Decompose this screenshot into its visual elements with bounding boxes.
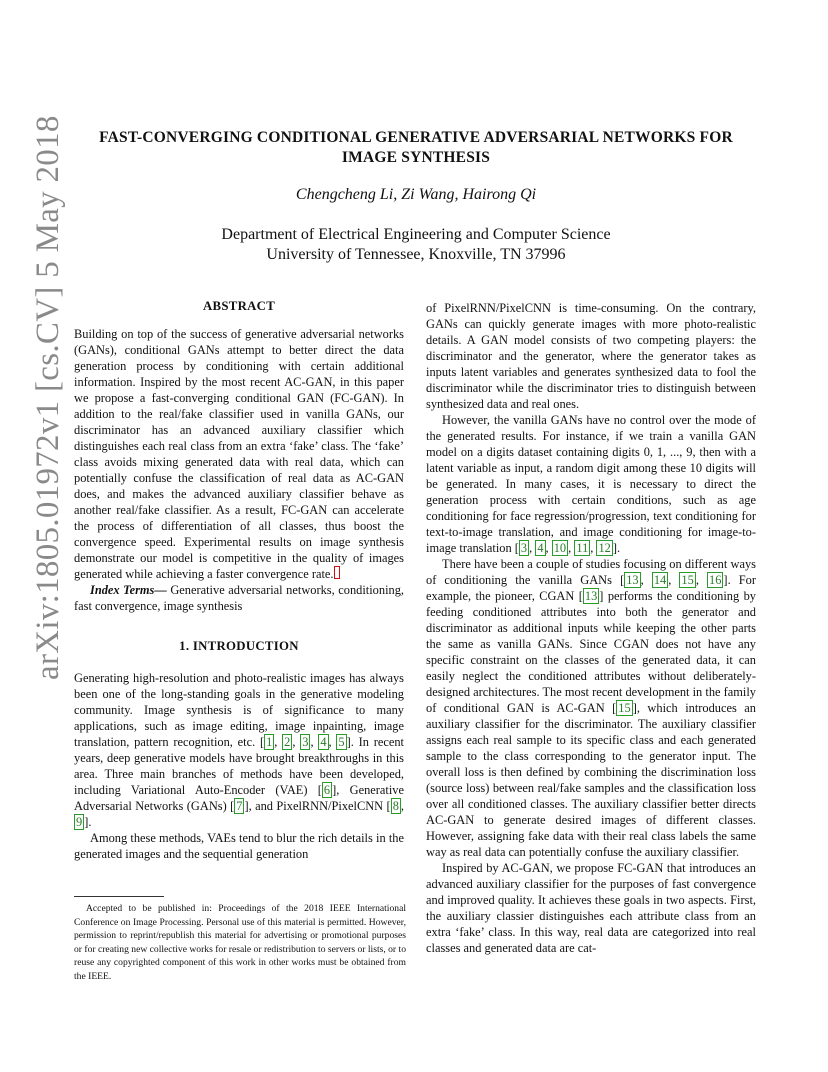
intro-p1-text-5: . xyxy=(88,815,92,829)
citation-link[interactable]: 4 xyxy=(320,735,327,749)
author-list: Chengcheng Li, Zi Wang, Hairong Qi xyxy=(295,186,537,203)
citation-link[interactable]: 5 xyxy=(338,735,345,749)
citation-link[interactable]: 2 xyxy=(284,735,291,749)
paper-title-line-1: FAST-CONVERGING CONDITIONAL GENERATIVE ADVERSARIAL NETWORKS FOR xyxy=(99,129,733,146)
paper-title xyxy=(60,128,772,168)
intro-paragraph-1: Generating high-resolution and photo-realistic images has always been one of the long-standing goals in the generative modeling community. Image synthesis is of significance to many applications, such as image editing, image inpainting, image translation, pattern recognition, etc. [ 1 , 2 , 3 , 4 , 5 ]. In recent years, deep generative models have brought breakthroughs in this area. Three main branches of methods have been developed, including Variational Auto-Encoder (VAE) [ 6 ], Generative Adversarial Networks (GANs) [ 7 ], and PixelRNN/PixelCNN [ 8 , 9 ]. xyxy=(74,671,404,829)
intro-p1-text-3: , Generative Adversarial Networks (GANs) xyxy=(74,783,404,813)
right-p3-text-3: performs the conditioning by feeding conditioned attributes into both the generator and discriminator as additional inputs while keeping the other parts the same as vanilla GANs. Since CGAN does not have any specific constraint on the classes of the generated data, it can easily neglect the conditioned attributes without deliberately-designed architectures. The most recent development in the family of conditional GAN is AC-GAN xyxy=(426,589,756,715)
affiliation xyxy=(60,225,772,265)
intro-p1-text-2: . In recent years, deep generative models have brought breakthroughs in this area. Three main branches of methods have been developed, including Variational Auto-Encoder (VAE) xyxy=(74,735,404,797)
abstract-heading: ABSTRACT xyxy=(202,299,276,313)
citation-link[interactable]: 14 xyxy=(653,573,667,587)
right-paragraph-4: Inspired by AC-GAN, we propose FC-GAN that introduces an advanced auxiliary classifier for the purposes of fast convergence and improved quality. It achieves these goals in two aspects. First, the auxiliary classier distinguishes each attribute class from an extra ‘fake’ class. In this way, real data are categorized into real classes and generated data are cat- xyxy=(426,861,756,955)
right-paragraph-1: of PixelRNN/PixelCNN is time-consuming. On the contrary, GANs can quickly generate images with more photo-realistic details. A GAN model consists of two competing players: the discriminator and the generator, where the generator takes as inputs latent variables and generates synthesized data to fool the discriminator while the discriminator tries to distinguish between synthesized data and real ones. xyxy=(426,301,756,411)
abstract-body: Building on top of the success of generative adversarial networks (GANs), conditional GANs attempt to better direct the data generation process by conditioning with certain additional information. Inspired by the most recent AC-GAN, in this paper we propose a fast-converging conditional GAN (FC-GAN). In addition to the real/fake classifier used in vanilla GANs, our discriminator has an advanced auxiliary classifier which distinguishes each real class from an extra ‘fake’ class. The ‘fake’ class avoids mixing generated data with real data, which can potentially confuse the classification of real data as AC-GAN does, and makes the advanced auxiliary classifier behave as another real/fake classifier. As a result, FC-GAN can accelerate the process of differentiation of all classes, thus boost the convergence speed. Experimental results on image synthesis demonstrate our model is competitive in the quality of images generated while achieving a faster convergence rate. xyxy=(74,327,404,581)
footnote-text: Accepted to be published in: Proceedings of the 2018 IEEE International Conference on Image Processing. Personal use of this material is permitted. However, permission to reprint/republish this material for advertising or promotional purposes or for creating new collective works for resale or redistribution to servers or lists, or to reuse any copyrighted component of this work in other works must be obtained from the IEEE. xyxy=(74,903,406,982)
citation-link[interactable]: 9 xyxy=(76,815,83,829)
citation-link[interactable]: 15 xyxy=(681,573,694,587)
abstract-text xyxy=(74,326,404,582)
paper-title-line-2: IMAGE SYNTHESIS xyxy=(341,149,491,166)
citation-link[interactable]: 3 xyxy=(520,541,528,555)
arxiv-identifier-stamp: arXiv:1805.01972v1 [cs.CV] 5 May 2018 xyxy=(30,115,66,680)
index-terms xyxy=(74,582,404,614)
affiliation-department: Department of Electrical Engineering and Computer Science xyxy=(221,226,611,243)
copyright-footnote xyxy=(74,896,406,983)
citation-link[interactable]: 10 xyxy=(553,541,567,555)
citation-link[interactable]: 7 xyxy=(236,799,243,813)
right-paragraph-3: There have been a couple of studies focusing on different ways of conditioning the vanilla GANs [ 13 , 14 , 15 , 16 ]. For example, the pioneer, CGAN [ 13 ] performs the conditioning by feeding conditioned attributes into both the generator and discriminator as additional inputs while keeping the other parts the same as vanilla GANs. Since CGAN does not have any specific constraint on the classes of the generated data, it can easily neglect the conditioned attributes without deliberately-designed architectures. The most recent development in the family of conditional GAN is AC-GAN [ 15 ], which introduces an auxiliary classifier for the discriminator. The auxiliary classifier assigns each real sample to its specific class and each generated sample to the class corresponding to the generator input. The overall loss is then defined by combining the discrimination loss (source loss) between real/fake samples and the classification loss over all conditioned classes. The auxiliary classifier better directs AC-GAN to generate desired images of different classes. However, assigning fake data with their real class labels the same way as real data can potentially confuse the auxiliary classifier. xyxy=(426,557,756,859)
citation-link[interactable]: 8 xyxy=(392,799,399,813)
citation-link[interactable]: 13 xyxy=(584,589,598,603)
intro-p1-text-4: , and PixelRNN/PixelCNN xyxy=(248,799,387,813)
citation-link[interactable]: 4 xyxy=(537,541,544,555)
citation-link[interactable]: 11 xyxy=(576,541,589,555)
right-p2-text-end: . xyxy=(617,541,621,555)
introduction-heading: 1. INTRODUCTION xyxy=(179,639,299,653)
citation-link[interactable]: 1 xyxy=(266,735,273,749)
affiliation-university: University of Tennessee, Knoxville, TN 37996 xyxy=(266,246,566,263)
citation-link[interactable]: 16 xyxy=(709,573,722,587)
right-p3-text-2: . For example, the pioneer, CGAN xyxy=(426,573,756,603)
footnote-marker[interactable] xyxy=(334,566,340,579)
citation-link[interactable]: 15 xyxy=(618,701,631,715)
index-terms-label: Index Terms— xyxy=(90,583,167,597)
intro-paragraph-2: Among these methods, VAEs tend to blur the rich details in the generated images and the sequential generation xyxy=(74,831,404,861)
left-column xyxy=(74,298,404,862)
citation-link[interactable]: 12 xyxy=(598,541,611,555)
citation-link[interactable]: 6 xyxy=(323,783,331,797)
right-p2-text: However, the vanilla GANs have no control over the mode of the generated results. For instance, if we train a vanilla GAN model on a digits dataset containing digits 0, 1, ..., 9, then with a latent variable as input, a random digit among these 10 digits will be generated. In many cases, it is necessary to direct the generation process with certain conditions, such as age conditioning for face regression/progression, text conditioning for text-to-image translation, and image conditioning for image-to-image translation xyxy=(426,413,756,555)
intro-p1-text: Generating high-resolution and photo-realistic images has always been one of the long-standing goals in the generative modeling community. Image synthesis is of significance to many applications, such as image editing, image inpainting, image translation, pattern recognition, etc. xyxy=(74,671,404,749)
right-p3-text-4: , which introduces an auxiliary classifier for the discriminator. The auxiliary classifier assigns each real sample to its specific class and each generated sample to the class corresponding to the generator input. The overall loss is then defined by combining the discrimination loss (source loss) between real/fake samples and the classification loss over all conditioned classes. The auxiliary classifier better directs AC-GAN to generate desired images of different classes. However, assigning fake data with their real class labels the same way as real data can potentially confuse the auxiliary classifier. xyxy=(426,701,756,859)
footnote-rule xyxy=(74,896,164,897)
citation-link[interactable]: 13 xyxy=(626,573,639,587)
right-paragraph-2: However, the vanilla GANs have no control over the mode of the generated results. For instance, if we train a vanilla GAN model on a digits dataset containing digits 0, 1, ..., 9, then with a latent variable as input, a random digit among these 10 digits will be generated. In many cases, it is necessary to direct the generation process with certain conditions, such as age conditioning for face regression/progression, text conditioning for text-to-image translation, and image conditioning for image-to-image translation [ 3 , 4 , 10 , 11 , 12 ]. xyxy=(426,413,756,555)
right-p3-text: There have been a couple of studies focusing on different ways of conditioning the vanilla GANs xyxy=(426,557,756,587)
citation-link[interactable]: 3 xyxy=(302,735,309,749)
right-column xyxy=(426,300,756,956)
index-terms-text: Generative adversarial networks, conditioning, fast convergence, image synthesis xyxy=(74,583,404,613)
